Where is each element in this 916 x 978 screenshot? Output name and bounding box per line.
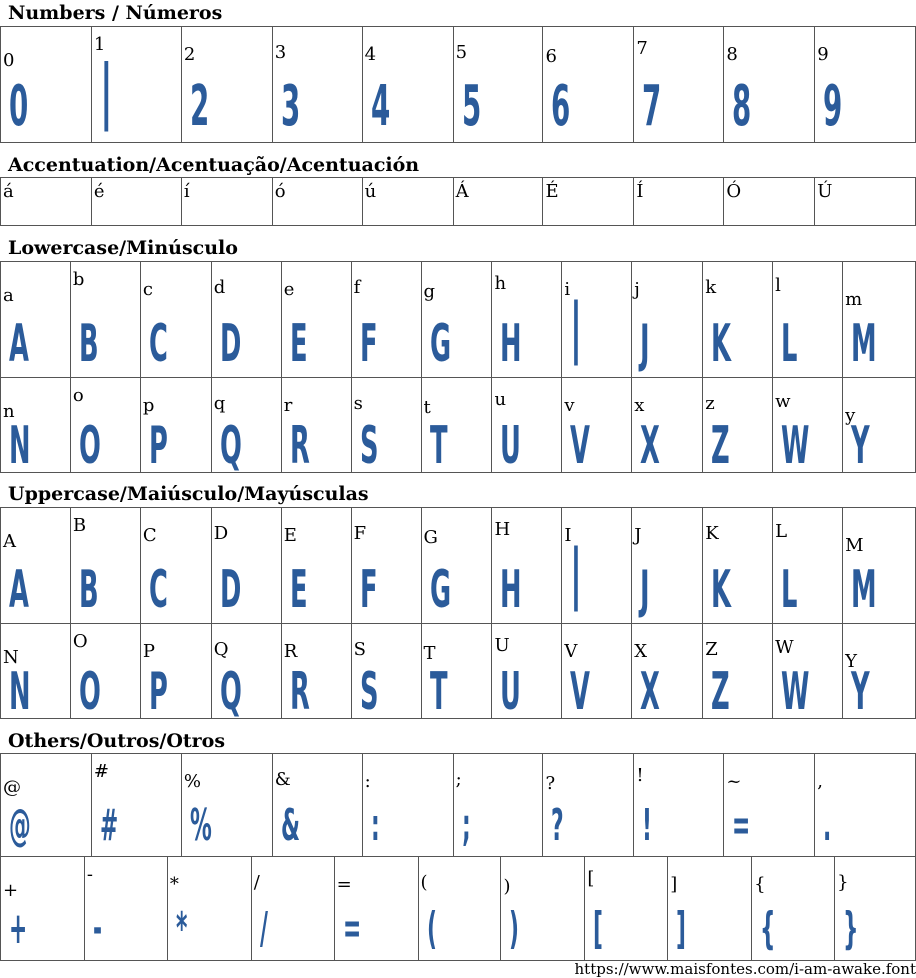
glyph-sample: (: [427, 907, 437, 951]
glyph-cell: [454, 178, 544, 225]
glyph-label: L: [775, 522, 787, 542]
glyph-cell: [632, 624, 703, 718]
glyph-label: c: [143, 280, 153, 300]
glyph-label: o: [73, 386, 84, 406]
glyph-label: b: [73, 270, 85, 290]
glyph-sample: U: [500, 666, 521, 718]
glyph-label: -: [87, 865, 93, 885]
glyph-cell: [1, 262, 71, 377]
glyph-cell: [71, 378, 141, 472]
glyph-sample: =: [343, 907, 361, 951]
glyph-sample: F: [360, 318, 378, 370]
glyph-cell: [92, 27, 182, 142]
glyph-label: É: [545, 182, 558, 202]
glyph-label: h: [494, 274, 506, 294]
glyph-cell: [492, 378, 562, 472]
glyph-cell: [168, 857, 252, 960]
glyph-cell: [422, 508, 493, 623]
glyph-sample: Q: [220, 420, 242, 472]
glyph-sample: Z: [711, 420, 730, 472]
glyph-label: D: [214, 524, 228, 544]
glyph-label: +: [3, 881, 18, 901]
glyph-cell: [182, 178, 273, 225]
glyph-label: F: [354, 524, 367, 544]
glyph-cell: [501, 857, 585, 960]
glyph-sample: |: [100, 63, 113, 119]
glyph-cell: [1, 508, 71, 623]
glyph-cell: [282, 624, 352, 718]
glyph-sample: !: [642, 804, 652, 848]
glyph-sample: U: [500, 420, 521, 472]
glyph-label: 5: [456, 43, 467, 63]
glyph-label: W: [775, 638, 794, 658]
glyph-label: :: [365, 772, 371, 792]
glyph-cell: [252, 857, 335, 960]
glyph-sample: B: [79, 318, 99, 370]
glyph-sample: ]: [676, 907, 686, 951]
glyph-sample: Z: [711, 666, 730, 718]
glyph-sample: [: [593, 907, 603, 951]
glyph-cell: [1, 378, 71, 472]
glyph-sample: %: [190, 804, 212, 848]
glyph-sample: S: [360, 420, 379, 472]
accents-grid: [0, 177, 916, 226]
glyph-cell: [141, 262, 212, 377]
glyph-cell: [71, 262, 141, 377]
glyph-cell: [273, 754, 363, 856]
glyph-sample: D: [220, 564, 241, 616]
glyph-sample: O: [79, 666, 101, 718]
glyph-sample: 0: [9, 79, 28, 135]
glyph-label: E: [284, 526, 297, 546]
glyph-sample: &: [281, 804, 300, 848]
glyph-sample: K: [711, 318, 731, 370]
glyph-label: S: [354, 640, 366, 660]
glyph-sample: P: [149, 666, 168, 718]
glyph-cell: [562, 508, 632, 623]
glyph-sample: D: [220, 318, 241, 370]
glyph-sample: T: [430, 666, 448, 718]
glyph-sample: 9: [823, 79, 842, 135]
glyph-cell: [141, 378, 212, 472]
glyph-sample: H: [500, 318, 522, 370]
glyph-label: m: [845, 290, 862, 310]
glyph-label: í: [184, 182, 190, 202]
glyph-cell: [363, 27, 454, 142]
glyph-label: ;: [456, 770, 462, 790]
glyph-sample: Q: [220, 666, 242, 718]
glyph-cell: [815, 27, 916, 142]
glyph-label: (: [421, 873, 428, 893]
glyph-cell: [632, 378, 703, 472]
glyph-cell: [282, 378, 352, 472]
glyph-label: C: [143, 526, 157, 546]
glyph-sample: C: [149, 318, 168, 370]
glyph-cell: [585, 857, 668, 960]
glyph-label: U: [494, 636, 509, 656]
glyph-cell: [492, 262, 562, 377]
lowercase-grid-row-1: [0, 261, 916, 378]
glyph-sample: @: [9, 804, 31, 848]
glyph-cell: [182, 27, 273, 142]
glyph-cell: [773, 508, 843, 623]
glyph-sample: Y: [851, 666, 870, 718]
glyph-cell: [352, 624, 422, 718]
glyph-label: e: [284, 280, 295, 300]
glyph-label: á: [3, 182, 14, 202]
glyph-label: Í: [636, 182, 643, 202]
glyph-cell: [212, 378, 282, 472]
glyph-cell: [634, 178, 724, 225]
glyph-sample: H: [500, 564, 522, 616]
glyph-sample: A: [9, 318, 29, 370]
glyph-label: k: [705, 278, 716, 298]
glyph-sample: N: [9, 666, 31, 718]
glyph-cell: [492, 508, 562, 623]
glyph-label: Á: [456, 182, 469, 202]
glyph-cell: [352, 378, 422, 472]
glyph-sample: }: [843, 907, 859, 951]
glyph-label: J: [634, 526, 641, 546]
glyph-label: a: [3, 286, 14, 306]
glyph-sample: X: [640, 666, 660, 718]
glyph-cell: [843, 508, 916, 623]
glyph-cell: [703, 508, 773, 623]
glyph-label: l: [775, 276, 781, 296]
glyph-sample: G: [430, 318, 451, 370]
glyph-cell: [562, 378, 632, 472]
glyph-sample: W: [781, 666, 809, 718]
glyph-sample: #: [100, 804, 118, 848]
glyph-cell: [543, 178, 634, 225]
glyph-cell: [562, 262, 632, 377]
glyph-sample: 6: [551, 79, 570, 135]
glyph-cell: [141, 508, 212, 623]
glyph-cell: [1, 178, 92, 225]
glyph-sample: -: [93, 907, 102, 951]
glyph-label: 6: [545, 47, 556, 67]
glyph-cell: [92, 178, 182, 225]
glyph-cell: [71, 508, 141, 623]
glyph-cell: [454, 754, 544, 856]
glyph-sample: +: [9, 907, 27, 951]
glyph-cell: [724, 754, 815, 856]
glyph-sample: J: [640, 318, 650, 370]
glyph-cell: [543, 27, 634, 142]
glyph-cell: [773, 378, 843, 472]
glyph-cell: [724, 27, 815, 142]
glyph-sample: ?: [551, 804, 564, 848]
glyph-cell: [815, 178, 916, 225]
glyph-cell: [212, 508, 282, 623]
glyph-cell: [815, 754, 916, 856]
glyph-label: t: [424, 398, 431, 418]
numbers-grid: [0, 26, 916, 143]
glyph-cell: [282, 262, 352, 377]
glyph-sample: 5: [462, 79, 481, 135]
glyph-label: %: [184, 772, 201, 792]
glyph-cell: [141, 624, 212, 718]
glyph-sample: S: [360, 666, 379, 718]
glyph-label: [: [587, 869, 594, 889]
glyph-label: Y: [845, 652, 857, 672]
glyph-label: r: [284, 396, 293, 416]
glyph-cell: [422, 262, 493, 377]
glyph-label: =: [337, 875, 352, 895]
glyph-sample: F: [360, 564, 378, 616]
glyph-label: d: [214, 278, 226, 298]
glyph-label: #: [94, 762, 109, 782]
glyph-cell: [212, 262, 282, 377]
glyph-cell: [1, 857, 85, 960]
glyph-sample: X: [640, 420, 660, 472]
glyph-label: Ó: [726, 182, 741, 202]
glyph-cell: [335, 857, 419, 960]
glyph-cell: [212, 624, 282, 718]
glyph-sample: 4: [371, 79, 390, 135]
glyph-label: é: [94, 182, 105, 202]
glyph-cell: [273, 27, 363, 142]
glyph-cell: [422, 378, 493, 472]
glyph-sample: R: [290, 666, 310, 718]
glyph-sample: T: [430, 420, 448, 472]
glyph-sample: G: [430, 564, 451, 616]
glyph-cell: [282, 508, 352, 623]
glyph-cell: [752, 857, 835, 960]
glyph-label: f: [354, 278, 361, 298]
glyph-label: *: [170, 875, 179, 895]
glyph-cell: [634, 754, 724, 856]
glyph-label: j: [634, 280, 640, 300]
glyph-sample: B: [79, 564, 99, 616]
glyph-sample: |: [570, 548, 582, 600]
glyph-sample: 8: [732, 79, 751, 135]
glyph-sample: A: [9, 564, 29, 616]
glyph-cell: [724, 178, 815, 225]
glyph-sample: 3: [281, 79, 300, 135]
glyph-sample: ;: [462, 804, 471, 848]
glyph-label: 3: [275, 43, 286, 63]
glyph-cell: [773, 262, 843, 377]
glyph-label: M: [845, 536, 863, 556]
glyph-sample: /: [260, 907, 268, 951]
glyph-label: z: [705, 394, 714, 414]
accents-title: Accentuation/Acentuação/Acentuación: [8, 154, 419, 176]
glyph-label: v: [564, 396, 574, 416]
glyph-label: ?: [545, 774, 555, 794]
glyph-cell: [85, 857, 168, 960]
glyph-label: G: [424, 528, 438, 548]
glyph-cell: [843, 262, 916, 377]
glyph-label: V: [564, 642, 577, 662]
glyph-sample: L: [781, 564, 797, 616]
glyph-label: ó: [275, 182, 286, 202]
glyph-label: H: [494, 520, 510, 540]
glyph-cell: [454, 27, 544, 142]
glyph-label: 7: [636, 39, 647, 59]
glyph-label: Q: [214, 640, 229, 660]
glyph-label: ú: [365, 182, 377, 202]
uppercase-grid-row-2: [0, 623, 916, 719]
glyph-sample: K: [711, 564, 731, 616]
glyph-label: /: [254, 873, 260, 893]
glyph-label: p: [143, 396, 155, 416]
glyph-label: K: [705, 524, 718, 544]
glyph-label: Z: [705, 640, 718, 660]
glyph-label: y: [845, 406, 855, 426]
glyph-label: {: [754, 875, 765, 895]
glyph-cell: [352, 508, 422, 623]
glyph-sample: O: [79, 420, 101, 472]
lowercase-title: Lowercase/Minúsculo: [8, 237, 238, 259]
glyph-sample: W: [781, 420, 809, 472]
glyph-sample: J: [640, 564, 650, 616]
glyph-cell: [182, 754, 273, 856]
uppercase-grid-row-1: [0, 507, 916, 624]
glyph-label: n: [3, 402, 15, 422]
glyph-cell: [492, 624, 562, 718]
glyph-label: ]: [670, 875, 677, 895]
glyph-cell: [843, 378, 916, 472]
glyph-label: N: [3, 648, 19, 668]
glyph-label: B: [73, 516, 86, 536]
glyph-label: R: [284, 642, 298, 662]
glyph-sample: |: [570, 302, 582, 354]
glyph-label: 1: [94, 35, 105, 55]
glyph-sample: 2: [190, 79, 209, 135]
glyph-cell: [1, 624, 71, 718]
glyph-label: X: [634, 642, 647, 662]
others-grid-row-2: [0, 856, 916, 961]
others-grid-row-1: [0, 753, 916, 857]
glyph-cell: [668, 857, 752, 960]
glyph-label: s: [354, 394, 363, 414]
glyph-label: @: [3, 778, 21, 798]
glyph-sample: R: [290, 420, 310, 472]
glyph-cell: [562, 624, 632, 718]
numbers-title: Numbers / Números: [8, 2, 222, 24]
glyph-cell: [634, 27, 724, 142]
glyph-label: }: [837, 873, 848, 893]
glyph-label: T: [424, 644, 436, 664]
glyph-sample: E: [290, 564, 308, 616]
glyph-label: u: [494, 390, 506, 410]
glyph-label: w: [775, 392, 790, 412]
glyph-label: ,: [817, 772, 823, 792]
glyph-cell: [543, 754, 634, 856]
glyph-cell: [703, 262, 773, 377]
glyph-sample: M: [851, 564, 877, 616]
glyph-cell: [835, 857, 916, 960]
glyph-label: Ú: [817, 182, 832, 202]
glyph-cell: [352, 262, 422, 377]
lowercase-grid-row-2: [0, 377, 916, 473]
glyph-sample: ): [509, 907, 519, 951]
glyph-label: 2: [184, 45, 195, 65]
glyph-label: x: [634, 396, 644, 416]
glyph-cell: [703, 624, 773, 718]
glyph-sample: V: [570, 666, 590, 718]
glyph-label: &: [275, 770, 291, 790]
glyph-cell: [632, 262, 703, 377]
glyph-cell: [632, 508, 703, 623]
glyph-cell: [92, 754, 182, 856]
glyph-label: !: [636, 766, 643, 786]
glyph-cell: [1, 27, 92, 142]
glyph-label: P: [143, 642, 155, 662]
glyph-sample: M: [851, 318, 877, 370]
others-title: Others/Outros/Otros: [8, 730, 225, 752]
glyph-sample: :: [371, 804, 380, 848]
glyph-label: 4: [365, 45, 376, 65]
uppercase-title: Uppercase/Maiúsculo/Mayúsculas: [8, 483, 369, 505]
glyph-cell: [1, 754, 92, 856]
glyph-label: 9: [817, 45, 828, 65]
glyph-cell: [363, 754, 454, 856]
glyph-label: g: [424, 282, 436, 302]
glyph-cell: [703, 378, 773, 472]
glyph-sample: 7: [642, 79, 661, 135]
glyph-sample: V: [570, 420, 590, 472]
glyph-label: ): [503, 877, 510, 897]
glyph-sample: Y: [851, 420, 870, 472]
glyph-cell: [71, 624, 141, 718]
glyph-sample: P: [149, 420, 168, 472]
glyph-label: i: [564, 280, 570, 300]
glyph-cell: [422, 624, 493, 718]
glyph-sample: E: [290, 318, 308, 370]
glyph-label: 8: [726, 45, 737, 65]
glyph-cell: [843, 624, 916, 718]
glyph-sample: C: [149, 564, 168, 616]
glyph-label: 0: [3, 51, 14, 71]
glyph-sample: *: [176, 907, 187, 951]
glyph-sample: {: [760, 907, 776, 951]
glyph-label: ~: [726, 772, 741, 792]
glyph-cell: [773, 624, 843, 718]
glyph-cell: [273, 178, 363, 225]
glyph-label: A: [3, 532, 16, 552]
glyph-cell: [363, 178, 454, 225]
glyph-sample: N: [9, 420, 31, 472]
glyph-sample: =: [732, 804, 750, 848]
footer-url[interactable]: https://www.maisfontes.com/i-am-awake.font: [575, 961, 916, 977]
glyph-sample: L: [781, 318, 797, 370]
glyph-label: q: [214, 394, 226, 414]
glyph-label: O: [73, 632, 88, 652]
glyph-sample: .: [823, 804, 831, 848]
glyph-cell: [419, 857, 502, 960]
glyph-label: I: [564, 526, 571, 546]
